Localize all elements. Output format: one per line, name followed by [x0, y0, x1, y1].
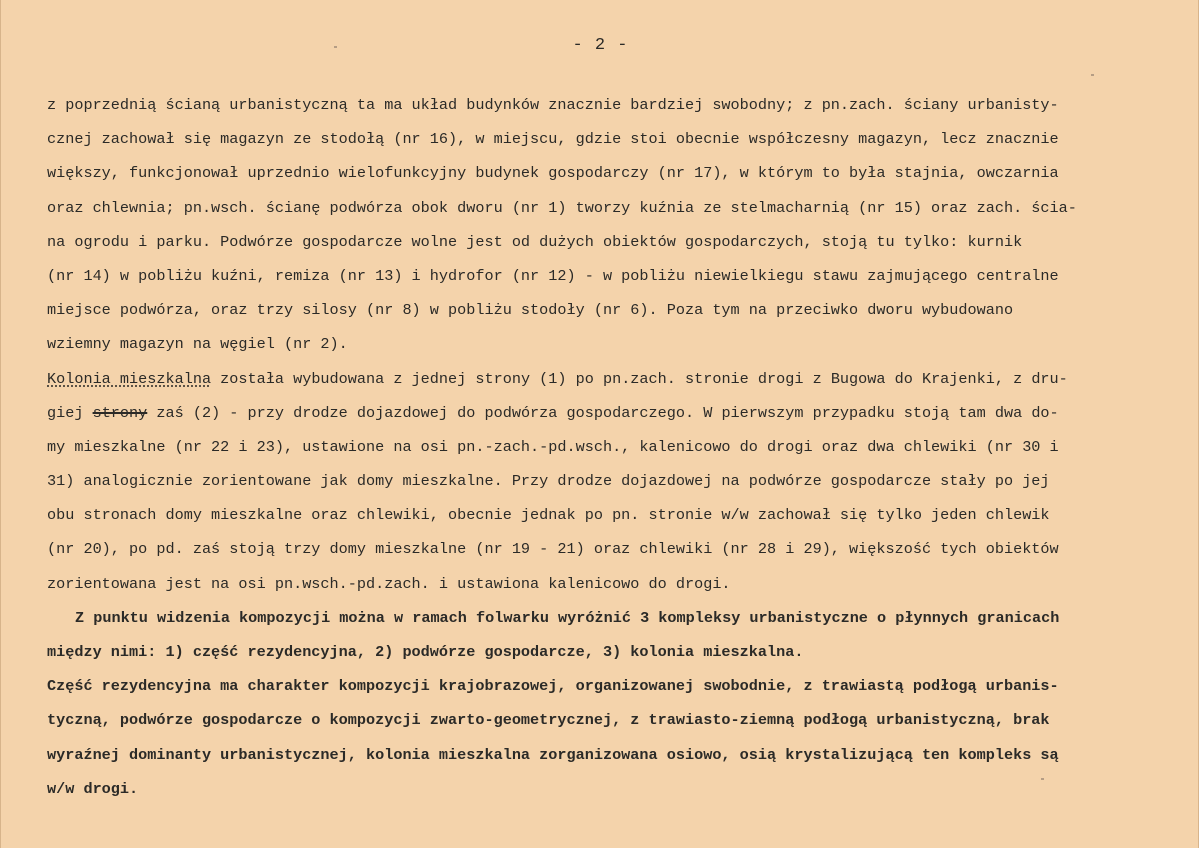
text-segment: na ogrodu i parku. Podwórze gospodarcze wolne jest od dużych obiektów gospodarczych, stoją tu tylko: kurnik: [47, 232, 1023, 251]
page-number: - 2 -: [572, 36, 629, 55]
text-line: [47, 464, 1177, 498]
text-line: [47, 396, 1177, 430]
text-line: [47, 635, 1177, 669]
text-segment: oraz chlewnia; pn.wsch. ścianę podwórza obok dworu (nr 1) tworzy kuźnia ze stelmacharnią (nr 15) oraz zach. ścia-: [47, 198, 1077, 217]
text-segment: między nimi: 1) część rezydencyjna, 2) podwórze gospodarcze, 3) kolonia mieszkalna.: [47, 643, 804, 661]
text-segment: miejsce podwórza, oraz trzy silosy (nr 8) w pobliżu stodoły (nr 6). Poza tym na przeciwko dworu wybudowano: [47, 301, 1014, 320]
text-line: [47, 156, 1177, 190]
text-line: [47, 567, 1177, 601]
text-segment: z poprzednią ścianą urbanistyczną ta ma układ budynków znacznie bardziej swobodny; z pn.zach. ściany urbanisty-: [47, 96, 1059, 114]
text-segment: wyraźnej dominanty urbanistycznej, kolonia mieszkalna zorganizowana osiowo, osią krystalizującą ten kompleks są: [47, 745, 1059, 764]
text-line: [47, 669, 1177, 703]
text-segment: (nr 20), po pd. zaś stoją trzy domy mieszkalne (nr 19 - 21) oraz chlewiki (nr 28 i 29), większość tych obiektów: [47, 540, 1059, 559]
text-segment: zaś (2) - przy drodze dojazdowej do podwórza gospodarczego. W pierwszym przypadku stoją tam dwa do-: [147, 403, 1059, 422]
text-segment: obu stronach domy mieszkalne oraz chlewiki, obecnie jednak po pn. stronie w/w zachował się tylko jeden chlewik: [47, 506, 1050, 525]
text-segment: wziemny magazyn na węgiel (nr 2).: [47, 335, 348, 354]
text-line: [47, 738, 1177, 772]
text-line: [47, 601, 1177, 635]
paper-speck: [1041, 778, 1044, 780]
section-heading-underlined: Kolonia mieszkalna: [47, 369, 212, 388]
text-segment: zorientowana jest na osi pn.wsch.-pd.zach. i ustawiona kalenicowo do drogi.: [47, 574, 731, 593]
text-segment: (nr 14) w pobliżu kuźni, remiza (nr 13) i hydrofor (nr 12) - w pobliżu niewielkiegu stawu zajmującego centralne: [47, 266, 1059, 285]
text-line: [47, 327, 1177, 361]
text-line: [47, 362, 1177, 396]
paper-speck: [1091, 74, 1094, 76]
text-line: [47, 772, 1177, 806]
text-line: [47, 293, 1177, 327]
text-line: [47, 88, 1177, 122]
text-segment: większy, funkcjonował uprzednio wielofunkcyjny budynek gospodarczy (nr 17), w którym to była stajnia, owczarnia: [47, 164, 1059, 183]
text-segment: w/w drogi.: [47, 779, 139, 798]
text-segment: giej: [47, 403, 93, 422]
text-segment: tyczną, podwórze gospodarcze o kompozycji zwarto-geometrycznej, z trawiasto-ziemną podłogą urbanistyczną, brak: [47, 711, 1050, 730]
text-line: [47, 532, 1177, 566]
text-segment: została wybudowana z jednej strony (1) po pn.zach. stronie drogi z Bugowa do Krajenki, z dru-: [211, 369, 1068, 388]
struck-word: strony: [92, 403, 148, 422]
text-line: [47, 259, 1177, 293]
text-segment: Część rezydencyjna ma charakter kompozycji krajobrazowej, organizowanej swobodnie, z trawiastą podłogą urbanis-: [47, 677, 1059, 696]
text-line: [47, 498, 1177, 532]
paper-speck: [334, 46, 337, 48]
text-segment: cznej zachował się magazyn ze stodołą (nr 16), w miejscu, gdzie stoi obecnie współczesny magazyn, lecz znacznie: [47, 130, 1059, 149]
text-segment: 31) analogicznie zorientowane jak domy mieszkalne. Przy drodze dojazdowej na podwórze gospodarcze stały po jej: [47, 472, 1050, 491]
text-line: [47, 191, 1177, 225]
text-line: [47, 430, 1177, 464]
text-line: [47, 122, 1177, 156]
body-text: [47, 88, 1177, 806]
text-segment: Z punktu widzenia kompozycji można w ramach folwarku wyróżnić 3 kompleksy urbanistyczne o płynnych granicach: [75, 608, 1060, 627]
text-line: [47, 703, 1177, 737]
text-line: [47, 225, 1177, 259]
text-segment: my mieszkalne (nr 22 i 23), ustawione na osi pn.-zach.-pd.wsch., kalenicowo do drogi oraz dwa chlewiki (nr 30 i: [47, 437, 1059, 456]
